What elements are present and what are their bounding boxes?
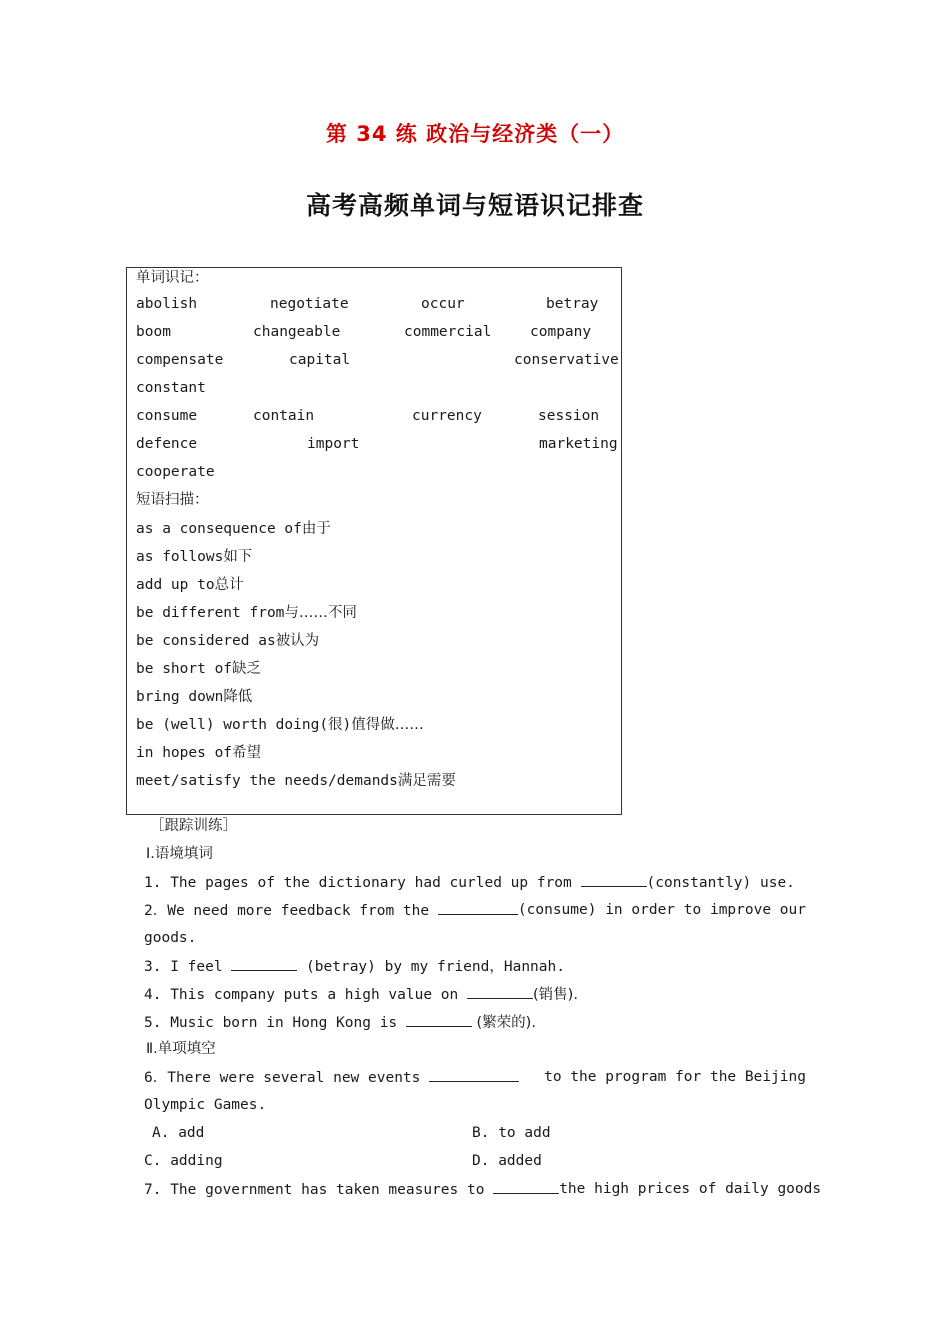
section-2-title: Ⅱ.单项填空 xyxy=(146,1041,216,1057)
question-7: 7. The government has taken measures to the high prices of daily goods xyxy=(144,1181,822,1198)
word: compensate xyxy=(136,352,224,368)
word: abolish xyxy=(136,296,198,312)
question-2-cont: goods. xyxy=(144,930,197,946)
phrase-item xyxy=(136,518,331,539)
word: marketing xyxy=(539,436,618,452)
phrase-en: as a consequence of xyxy=(136,521,302,537)
word: cooperate xyxy=(136,464,215,480)
answer-blank[interactable] xyxy=(438,900,518,915)
option-b[interactable]: B. to add xyxy=(472,1125,551,1141)
answer-blank[interactable] xyxy=(467,984,533,999)
word: session xyxy=(538,408,600,424)
word: import xyxy=(307,436,360,452)
question-2: 2．We need more feedback from the (consume) in order to improve our xyxy=(144,902,806,919)
phrase-cn: 由于 xyxy=(301,521,331,537)
phrase-en: add up to xyxy=(136,577,215,593)
question-6-cont: Olympic Games. xyxy=(144,1097,267,1113)
phrase-item xyxy=(136,546,252,567)
phrase-item xyxy=(136,630,319,651)
phrase-cn: 降低 xyxy=(223,689,253,705)
phrase-cn: 如下 xyxy=(223,549,253,565)
phrase-item xyxy=(136,658,261,679)
phrase-en: be (well) worth doing(很) xyxy=(136,717,352,733)
answer-blank[interactable] xyxy=(231,956,297,971)
phrase-en: be different from xyxy=(136,605,285,621)
answer-blank[interactable] xyxy=(493,1179,559,1194)
word: constant xyxy=(136,380,206,396)
phrase-item xyxy=(136,574,244,595)
vocabulary-box xyxy=(126,267,622,815)
word: currency xyxy=(412,408,482,424)
phrase-en: be considered as xyxy=(136,633,276,649)
phrase-item xyxy=(136,714,424,735)
option-a[interactable]: A. add xyxy=(152,1125,205,1141)
phrase-cn: 被认为 xyxy=(275,633,320,649)
question-4: 4. This company puts a high value on (销售). xyxy=(144,984,578,1005)
phrase-item xyxy=(136,602,357,623)
option-c[interactable]: C. adding xyxy=(144,1153,223,1169)
word: occur xyxy=(421,296,465,312)
phrase-cn: 缺乏 xyxy=(232,661,262,677)
word: contain xyxy=(253,408,315,424)
word: commercial xyxy=(404,324,492,340)
phrase-cn: 希望 xyxy=(232,745,262,761)
word: consume xyxy=(136,408,198,424)
phrase-cn: 满足需要 xyxy=(397,773,456,789)
word: conservative xyxy=(514,352,619,368)
question-1: 1. The pages of the dictionary had curled up from (constantly) use. xyxy=(144,872,795,893)
words-heading: 单词识记： xyxy=(136,270,209,286)
phrase-item xyxy=(136,770,456,791)
question-6: 6．There were several new events to the program for the Beijing xyxy=(144,1069,806,1086)
word: boom xyxy=(136,324,171,340)
phrase-item xyxy=(136,742,261,763)
word: betray xyxy=(546,296,599,312)
phrase-en: as follows xyxy=(136,549,224,565)
section-heading: 高考高频单词与短语识记排查 xyxy=(305,191,644,220)
answer-blank[interactable] xyxy=(406,1012,472,1027)
answer-blank[interactable] xyxy=(581,872,647,887)
exercise-title: 第 34 练 政治与经济类（一） xyxy=(325,122,625,146)
word: negotiate xyxy=(270,296,349,312)
phrase-cn: 与……不同 xyxy=(284,605,357,621)
option-d[interactable]: D. added xyxy=(472,1153,542,1169)
section-1-title: Ⅰ.语境填词 xyxy=(146,846,213,862)
word: company xyxy=(530,324,592,340)
phrase-item xyxy=(136,686,252,707)
tracking-label: ［跟踪训练］ xyxy=(150,818,237,834)
word: capital xyxy=(289,352,351,368)
question-3: 3. I feel (betray) by my friend，Hannah. xyxy=(144,956,565,977)
word: changeable xyxy=(253,324,341,340)
phrase-en: meet/satisfy the needs/demands xyxy=(136,773,398,789)
phrases-heading: 短语扫描： xyxy=(136,492,209,508)
phrase-cn: 总计 xyxy=(214,577,244,593)
phrase-en: bring down xyxy=(136,689,224,705)
phrase-en: be short of xyxy=(136,661,233,677)
answer-blank[interactable] xyxy=(429,1067,519,1082)
word: defence xyxy=(136,436,198,452)
phrase-cn: 值得做…… xyxy=(351,717,424,733)
phrase-en: in hopes of xyxy=(136,745,233,761)
question-5: 5. Music born in Hong Kong is (繁荣的). xyxy=(144,1012,536,1033)
